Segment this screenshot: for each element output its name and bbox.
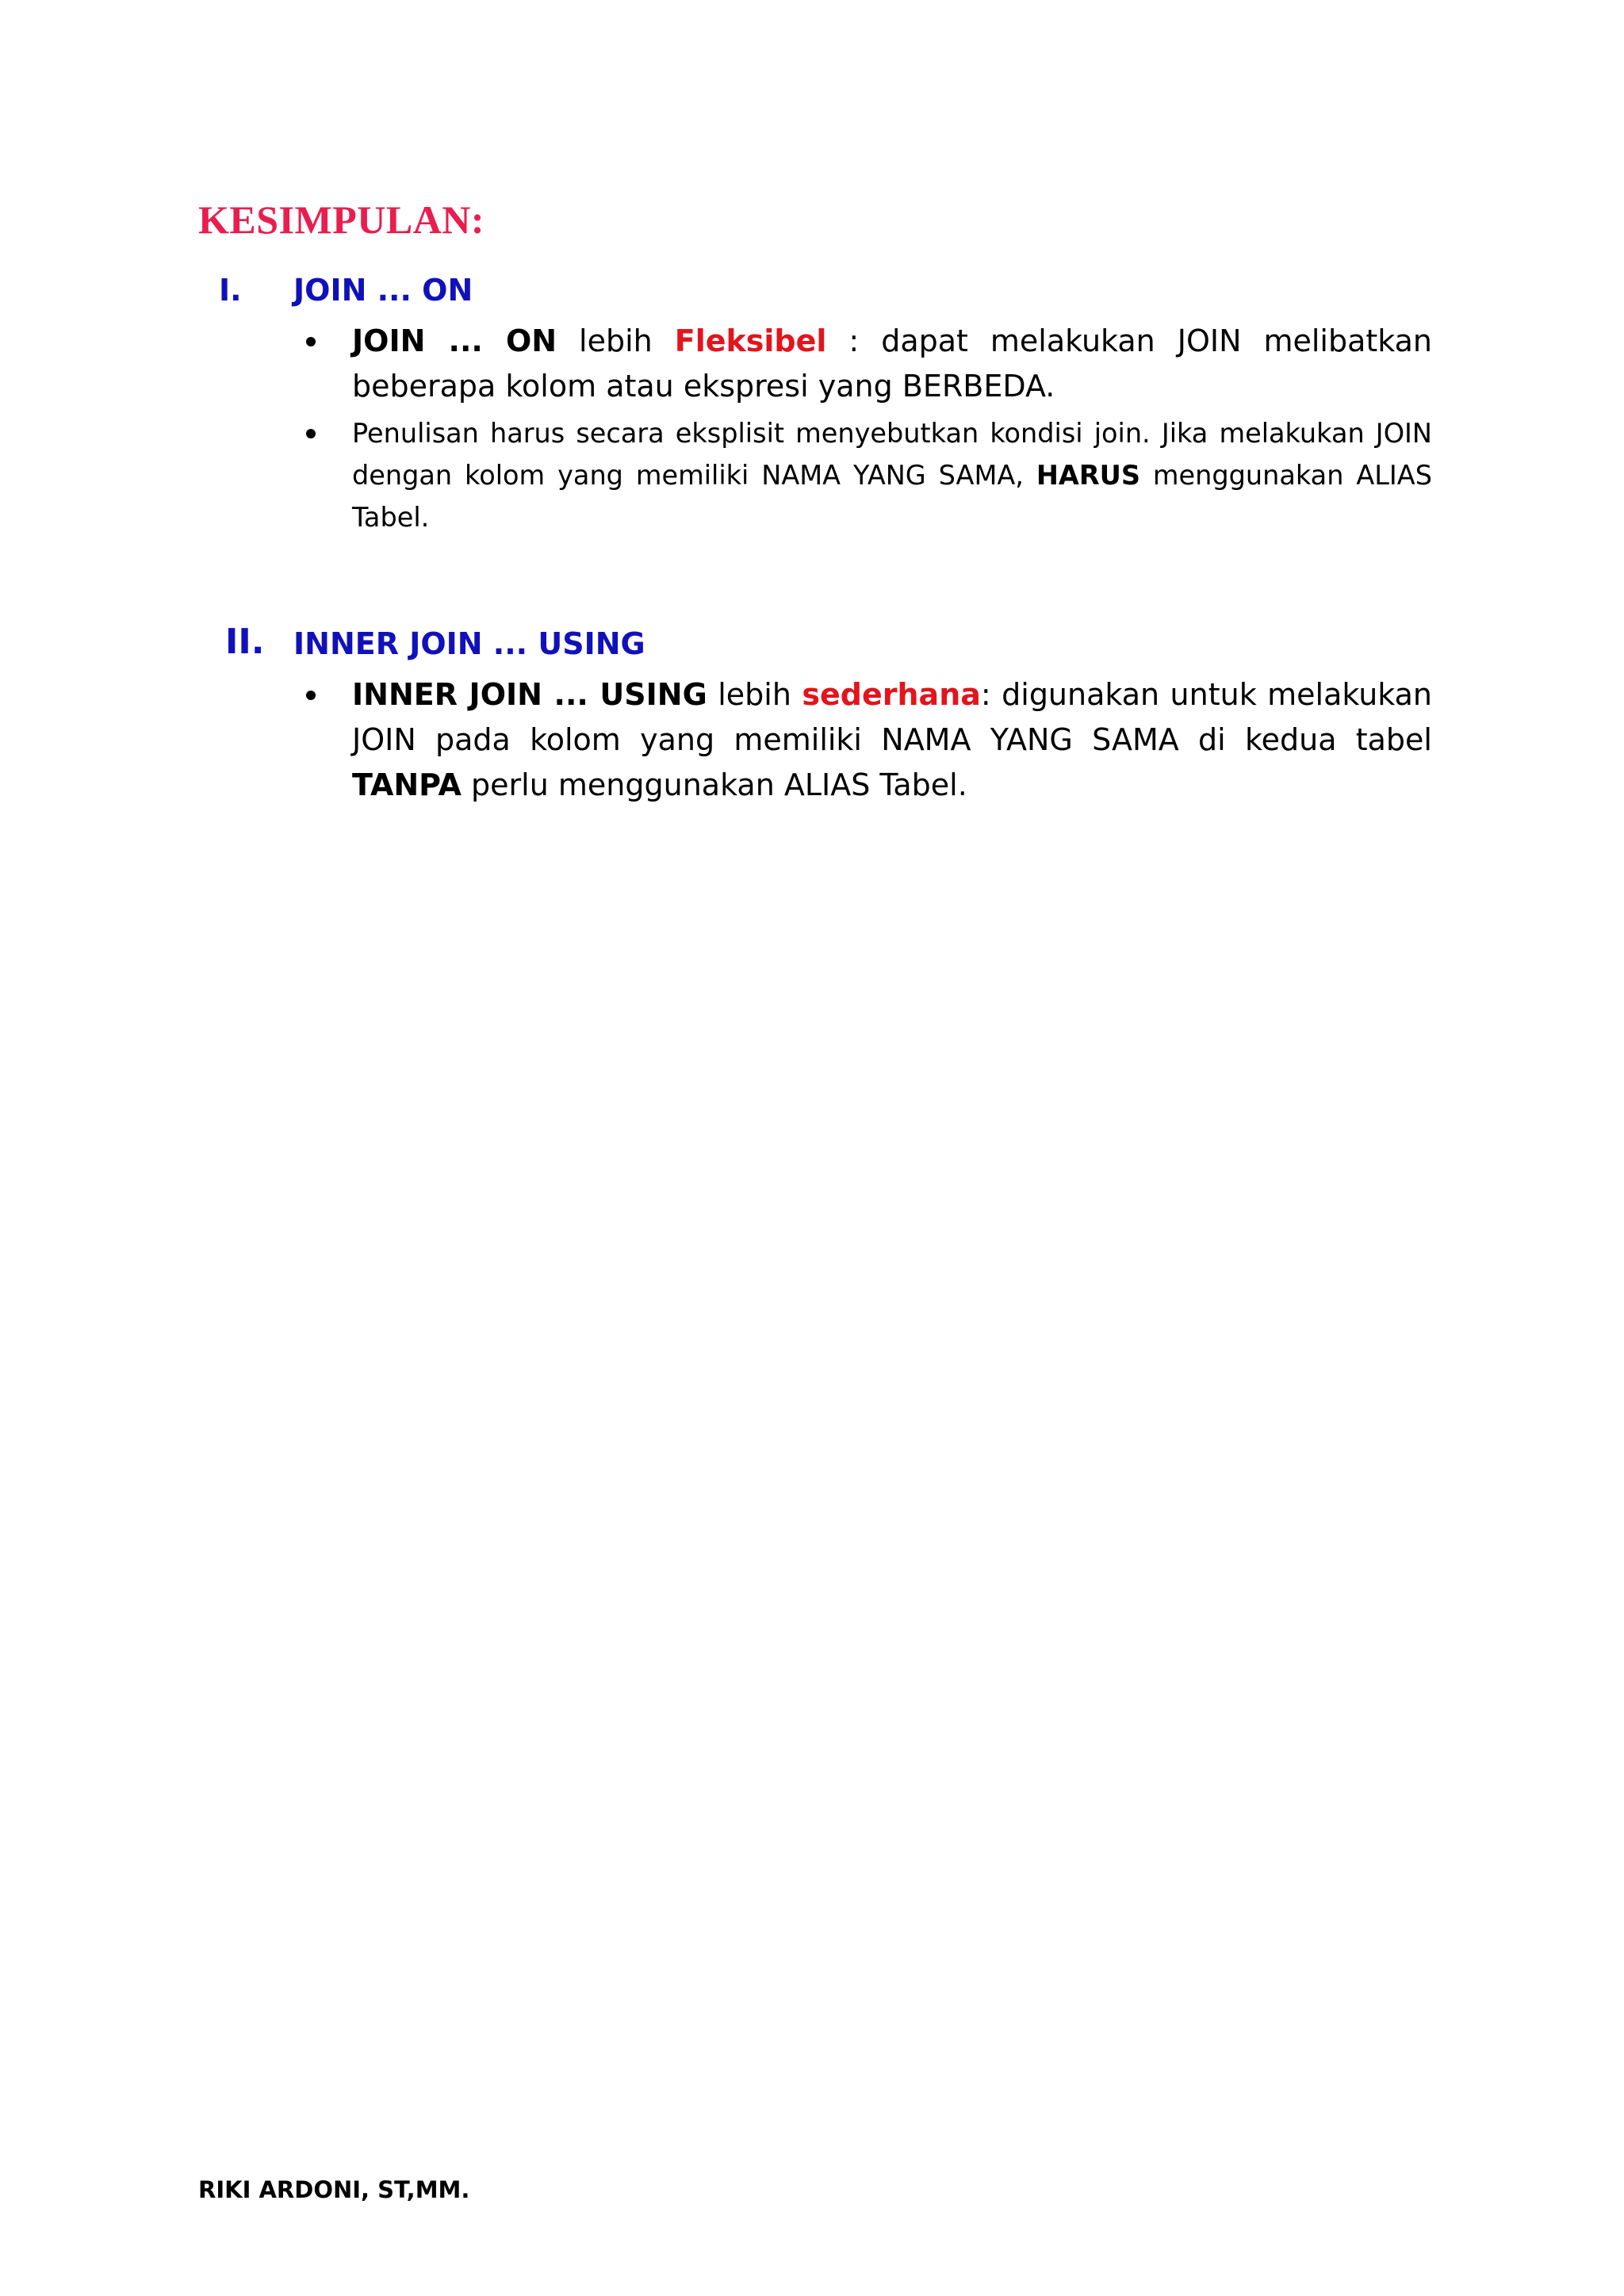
list-item bbox=[352, 672, 1432, 808]
body-text: lebih bbox=[557, 323, 675, 358]
bullet-list bbox=[0, 672, 1624, 808]
section-title: INNER JOIN ... USING bbox=[293, 626, 645, 661]
body-text: lebih bbox=[707, 677, 802, 712]
bullet-icon bbox=[306, 429, 316, 438]
keyword-text: TANPA bbox=[352, 767, 462, 802]
list-item bbox=[352, 412, 1432, 538]
bullet-icon bbox=[306, 337, 316, 346]
section-join-on bbox=[0, 271, 1624, 538]
body-text: : dapat melakukan JOIN melibatkan beberapa kolom atau ekspresi yang BERBEDA. bbox=[352, 323, 1433, 404]
page-title: KESIMPULAN: bbox=[198, 197, 485, 242]
body-text: perlu menggunakan ALIAS Tabel. bbox=[461, 767, 967, 802]
highlight-text: Fleksibel bbox=[674, 323, 827, 358]
list-item bbox=[352, 319, 1432, 409]
bullet-icon bbox=[306, 691, 316, 700]
bullet-list bbox=[0, 319, 1624, 538]
body-text: menggunakan ALIAS Tabel. bbox=[352, 460, 1432, 533]
footer-author: RIKI ARDONI, ST,MM. bbox=[198, 2176, 470, 2203]
keyword-text: INNER JOIN ... USING bbox=[352, 677, 707, 712]
section-heading bbox=[0, 622, 1624, 672]
highlight-text: sederhana bbox=[802, 677, 981, 712]
section-numeral: II. bbox=[225, 622, 265, 662]
keyword-text: HARUS bbox=[1036, 460, 1140, 491]
body-text: Penulisan harus secara eksplisit menyebutkan kondisi join. Jika melakukan JOIN dengan kolom yang memiliki NAMA YANG SAMA, bbox=[352, 418, 1432, 491]
section-heading bbox=[0, 271, 1624, 319]
keyword-text: JOIN ... ON bbox=[352, 323, 557, 358]
section-inner-join-using bbox=[0, 622, 1624, 808]
body-text: : digunakan untuk melakukan JOIN pada kolom yang memiliki NAMA YANG SAMA di kedua tabel bbox=[352, 677, 1433, 757]
section-title: JOIN ... ON bbox=[293, 273, 473, 308]
section-numeral: I. bbox=[219, 273, 242, 308]
